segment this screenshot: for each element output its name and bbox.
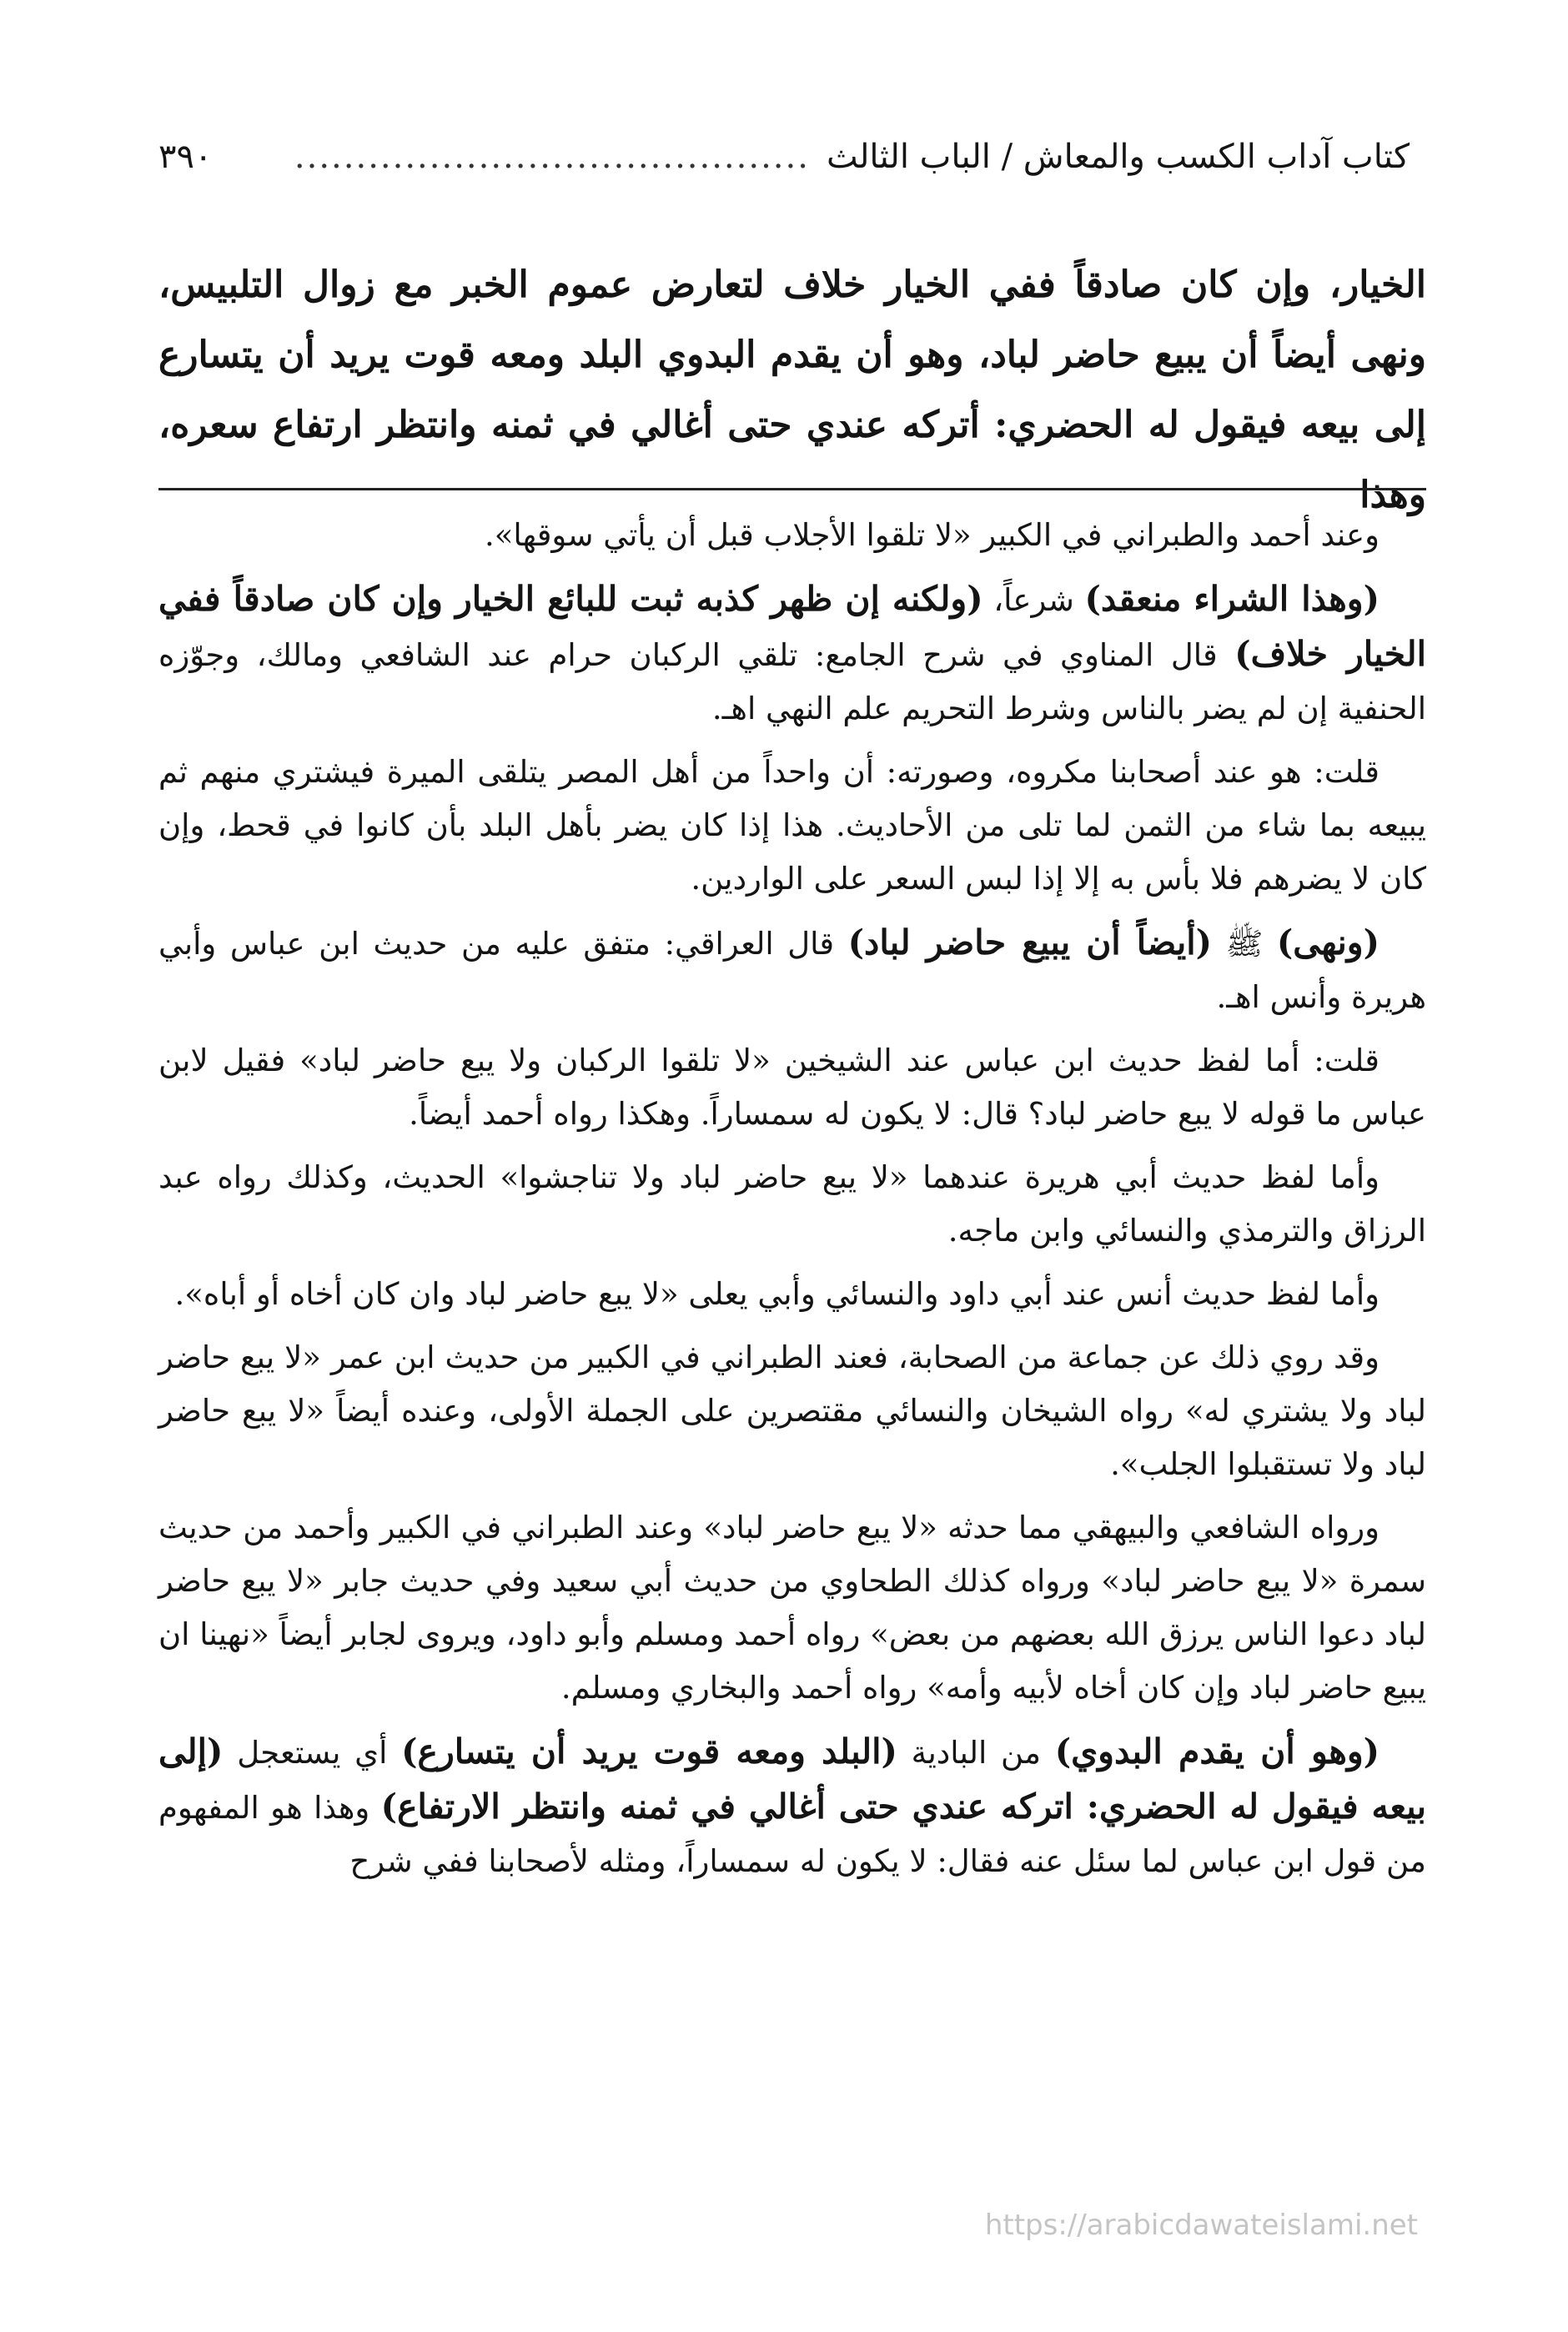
note-paragraph: ورواه الشافعي والبيهقي مما حدثه «لا يبع حاضر لباد» وعند الطبراني في الكبير وأحمد من حديث سمرة «لا يبع حاضر لباد» ورواه كذلك الطحاوي من حديث أبي سعيد وفي حديث جابر «لا يبع حاضر لباد دعوا الناس يرزق الله بعضهم من بعض» رواه أحمد ومسلم وأبو داود، ويروى لجابر أيضاً «نهينا ان يبيع حاضر لباد وإن كان أخاه لأبيه وأمه» رواه أحمد والبخاري ومسلم.	[158, 1510, 1426, 1706]
site-watermark: https://arabicdawateislami.net	[984, 2209, 1418, 2242]
note-paragraph	[158, 916, 1426, 1024]
chapter-title: كتاب آداب الكسب والمعاش / الباب الثالث	[826, 138, 1410, 176]
note-text: وهذا هو المفهوم من قول ابن عباس لما سئل عنه فقال: لا يكون له سمساراً، ومثله لأصحابنا ففي شرح	[158, 1790, 1426, 1879]
page-number: ٣٩٠	[158, 138, 213, 176]
running-header	[158, 132, 1410, 182]
quoted-matn: (وهو أن يقدم البدوي)	[1054, 1731, 1380, 1772]
note-text: ﷺ	[1212, 926, 1277, 962]
note-text: قال المناوي في شرح الجامع: تلقي الركبان حرام عند الشافعي ومالك، وجوّزه الحنفية إن لم يضر بالناس وشرط التحريم علم النهي اهـ.	[158, 637, 1426, 726]
footnote-separator	[158, 488, 1426, 490]
note-paragraph	[158, 1725, 1426, 1888]
quoted-matn: (وهذا الشراء منعقد)	[1084, 579, 1380, 619]
quoted-matn: (ولكنه إن ظهر كذبه ثبت للبائع الخيار وإن كان صادقاً ففي الخيار خلاف)	[158, 579, 1426, 674]
note-paragraph: قلت: هو عند أصحابنا مكروه، وصورته: أن واحداً من أهل المصر يتلقى الميرة فيشتري منهم ثم يبيعه بما شاء من الثمن لما تلى من الأحاديث. هذا إذا كان يضر بأهل البلد بأن كانوا في قحط، وإن كان لا يضرهم فلا بأس به إلا إذا لبس السعر على الواردين.	[158, 754, 1426, 897]
note-paragraph: قلت: أما لفظ حديث ابن عباس عند الشيخين «لا تلقوا الركبان ولا يبع حاضر لباد» فقيل لابن عباس ما قوله لا يبع حاضر لباد؟ قال: لا يكون له سمساراً. وهكذا رواه أحمد أيضاً.	[158, 1043, 1426, 1132]
quoted-matn: (أيضاً أن يبيع حاضر لباد)	[847, 922, 1213, 962]
note-text: أي يستعجل	[223, 1735, 402, 1771]
note-text: شرعاً،	[983, 582, 1085, 618]
note-paragraph	[158, 572, 1426, 736]
note-paragraph: وقد روي ذلك عن جماعة من الصحابة، فعند الطبراني في الكبير من حديث ابن عمر «لا يبع حاضر لباد ولا يشتري له» رواه الشيخان والنسائي مقتصرين على الجملة الأولى، وعنده أيضاً «لا يبع حاضر لباد ولا تستقبلوا الجلب».	[158, 1339, 1426, 1482]
quoted-matn: (البلد ومعه قوت يريد أن يتسارع)	[401, 1731, 897, 1772]
quoted-matn: (إلى بيعه فيقول له الحضري: اتركه عندي حتى أغالي في ثمنه وانتظر الارتفاع)	[158, 1731, 1427, 1827]
note-text: قال العراقي: متفق عليه من حديث ابن عباس وأبي هريرة وأنس اهـ.	[158, 926, 1426, 1015]
note-paragraph: وأما لفظ حديث أبي هريرة عندهما «لا يبع حاضر لباد ولا تناجشوا» الحديث، وكذلك رواه عبد الرزاق والترمذي والنسائي وابن ماجه.	[158, 1159, 1426, 1249]
note-text: من البادية	[897, 1735, 1055, 1771]
note-paragraph: وأما لفظ حديث أنس عند أبي داود والنسائي وأبي يعلى «لا يبع حاضر لباد وان كان أخاه أو أباه».	[174, 1276, 1380, 1312]
header-dot-leader: ..........................................	[294, 138, 810, 176]
main-text: الخيار، وإن كان صادقاً ففي الخيار خلاف لتعارض عموم الخبر مع زوال التلبيس، ونهى أيضاً أن يبيع حاضر لباد، وهو أن يقدم البدوي البلد ومعه قوت يريد أن يتسارع إلى بيعه فيقول له الحضري: أتركه عندي حتى أغالي في ثمنه وانتظر ارتفاع سعره، وهذا	[158, 264, 1426, 516]
quoted-matn: (ونهى)	[1276, 922, 1380, 962]
commentary	[158, 509, 1426, 1898]
note-paragraph: وعند أحمد والطبراني في الكبير «لا تلقوا الأجلاب قبل أن يأتي سوقها».	[484, 517, 1380, 553]
